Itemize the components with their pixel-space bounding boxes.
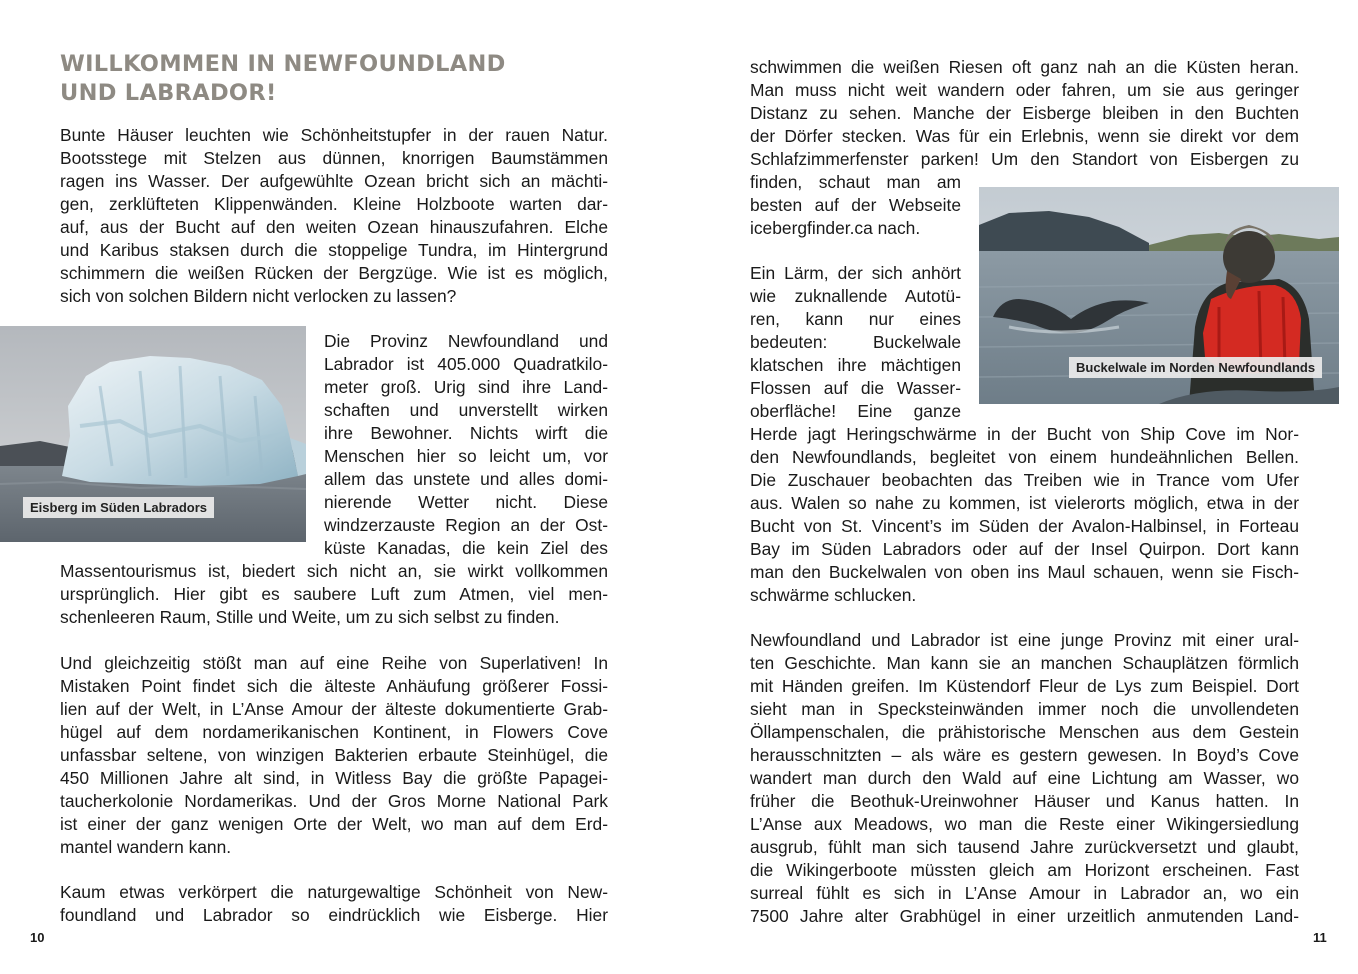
text-line: auf, aus der Bucht auf den weiten Ozean hinauszufahren. Elche (60, 217, 608, 237)
text-line: foundland und Labrador so eindrücklich wie Eisberge. Hier (60, 905, 608, 925)
text-line: Herde jagt Heringschwärme in der Bucht von Ship Cove im Nor- (750, 424, 1299, 444)
text-line: mit Händen greifen. Im Küstendorf Fleur de Lys zum Beispiel. Dort (750, 676, 1299, 696)
text-line: man den Buckelwalen von oben ins Maul schauen, wenn sie Fisch- (750, 562, 1299, 582)
text-line: Man muss nicht weit wandern oder fahren, um sie aus geringer (750, 80, 1299, 100)
humpback-whale-photo (979, 187, 1339, 404)
whale-photo-caption: Buckelwale im Norden Newfoundlands (1069, 357, 1322, 378)
text-line: schwärme schlucken. (750, 585, 917, 605)
text-line: L’Anse aux Meadows, wo man die Reste einer Wikingersiedlung (750, 814, 1299, 834)
text-line: und Karibus staksen durch die stoppelige Tundra, im Hintergrund (60, 240, 608, 260)
text-line: die Wikingerboote müssten gleich am Horizont erscheinen. Fast (750, 860, 1299, 880)
text-line: unfassbar seltene, von winzigen Bakterien erbaute Steinhügel, die (60, 745, 608, 765)
text-line: der Dörfer stecken. Was für ein Erlebnis, wenn sie direkt vor dem (750, 126, 1299, 146)
iceberg-photo (0, 326, 306, 542)
text-line: besten auf der Webseite (750, 195, 961, 215)
text-line: Öllampenschalen, die prähistorische Menschen aus dem Gestein (750, 722, 1299, 742)
text-line: Bucht von St. Vincent’s im Süden der Avalon-Halbinsel, in Forteau (750, 516, 1299, 536)
text-line: Und gleichzeitig stößt man auf eine Reihe von Superlativen! In (60, 653, 608, 673)
text-line: allem das unstete und alles domi- (324, 469, 608, 489)
text-line: den Newfoundlands, begleitet von einem hundeähnlichen Bellen. (750, 447, 1299, 467)
text-line: Mistaken Point findet sich die älteste Anhäufung größerer Fossi- (60, 676, 608, 696)
text-line: Flossen auf die Wasser- (750, 378, 961, 398)
text-line: ursprünglich. Hier gibt es saubere Luft zum Atmen, viel men- (60, 584, 608, 604)
text-line: Distanz zu sehen. Manche der Eisberge bleiben in den Buchten (750, 103, 1299, 123)
text-line: ist einer der ganz wenigen Orte der Welt, wo man auf dem Erd- (60, 814, 608, 834)
chapter-title-line-1: WILLKOMMEN IN NEWFOUNDLAND (60, 51, 506, 77)
text-line: Massentourismus ist, biedert sich nicht an, sie wirkt vollkommen (60, 561, 608, 581)
text-line: Bunte Häuser leuchten wie Schönheitstupfer in der rauen Natur. (60, 125, 608, 145)
chapter-title-line-2: UND LABRADOR! (60, 80, 277, 106)
text-line: 450 Millionen Jahre alt sind, in Witless Bay die größte Papagei- (60, 768, 608, 788)
iceberg-photo-caption: Eisberg im Süden Labradors (23, 497, 214, 518)
text-line: sieht man in Specksteinwänden immer noch die unvollendeten (750, 699, 1299, 719)
text-line: Kaum etwas verkörpert die naturgewaltige Schönheit von New- (60, 882, 608, 902)
text-line: mantel wandern kann. (60, 837, 232, 857)
text-line: Die Zuschauer beobachten das Treiben wie in Trance vom Ufer (750, 470, 1299, 490)
text-line: hügel auf dem nordamerikanischen Kontinent, in Flowers Cove (60, 722, 608, 742)
text-line: sich von solchen Bildern nicht verlocken zu lassen? (60, 286, 457, 306)
text-line: ihre Bewohner. Nichts wirft die (324, 423, 608, 443)
text-line: Newfoundland und Labrador ist eine junge Provinz mit einer ural- (750, 630, 1299, 650)
text-line: ragen ins Wasser. Der aufgewühlte Ozean bricht sich an mächti- (60, 171, 608, 191)
text-line: Menschen hier so leicht um, vor (324, 446, 608, 466)
text-line: Schlafzimmerfenster parken! Um den Standort von Eisbergen zu (750, 149, 1299, 169)
text-line: lien auf der Welt, in L’Anse Amour der älteste dokumentierte Grab- (60, 699, 608, 719)
text-line: ren, kann nur eines (750, 309, 961, 329)
text-line: meter groß. Urig sind ihre Land- (324, 377, 608, 397)
text-line: icebergfinder.ca nach. (750, 218, 921, 238)
text-line: früher die Beothuk-Ureinwohner Häuser und Kanus hatten. In (750, 791, 1299, 811)
text-line: nierende Wetter nicht. Diese (324, 492, 608, 512)
text-line: ten Geschichte. Man kann sie an manchen Schauplätzen förmlich (750, 653, 1299, 673)
text-line: Bootsstege mit Stelzen aus dünnen, knorrigen Baumstämmen (60, 148, 608, 168)
text-line: Bay im Süden Labradors oder auf der Insel Quirpon. Dort kann (750, 539, 1299, 559)
text-line: windzerzauste Region an der Ost- (324, 515, 608, 535)
text-line: herausschnitzten – als wäre es gestern gewesen. In Boyd’s Cove (750, 745, 1299, 765)
text-line: bedeuten: Buckelwale (750, 332, 961, 352)
chapter-title (60, 50, 620, 108)
text-line: Labrador ist 405.000 Quadratkilo- (324, 354, 608, 374)
text-line: schimmern die weißen Rücken der Bergzüge. Wie ist es möglich, (60, 263, 608, 283)
text-line: wandert man durch den Wald auf eine Lichtung am Wasser, wo (750, 768, 1299, 788)
text-line: 7500 Jahre alter Grabhügel in einer urzeitlich anmutenden Land- (750, 906, 1299, 926)
text-line: taucherkolonie Nordamerikas. Und der Gros Morne National Park (60, 791, 608, 811)
right-page (679, 0, 1358, 974)
text-line: wie zuknallende Autotü- (750, 286, 961, 306)
text-line: küste Kanadas, die kein Ziel des (324, 538, 608, 558)
text-line: surreal fühlt es sich in L’Anse Amour in Labrador an, wo ein (750, 883, 1299, 903)
text-line: finden, schaut man am (750, 172, 961, 192)
text-line: schenleeren Raum, Stille und Weite, um zu sich selbst zu finden. (60, 607, 560, 627)
page-number-left: 10 (30, 930, 45, 945)
text-line: Die Provinz Newfoundland und (324, 331, 608, 351)
text-line: klatschen ihre mächtigen (750, 355, 961, 375)
text-line: oberfläche! Eine ganze (750, 401, 961, 421)
text-line: gen, zerklüfteten Klippenwänden. Kleine Holzboote warten dar- (60, 194, 608, 214)
text-line: Ein Lärm, der sich anhört (750, 263, 961, 283)
text-line: aus. Walen so nahe zu kommen, ist vielerorts möglich, etwa in der (750, 493, 1299, 513)
text-line: schaften und unverstellt wirken (324, 400, 608, 420)
text-line: schwimmen die weißen Riesen oft ganz nah an die Küsten heran. (750, 57, 1299, 77)
page-number-right: 11 (1313, 930, 1327, 945)
text-line: ausgrub, fühlt man sich tausend Jahre zurückversetzt und glaubt, (750, 837, 1299, 857)
